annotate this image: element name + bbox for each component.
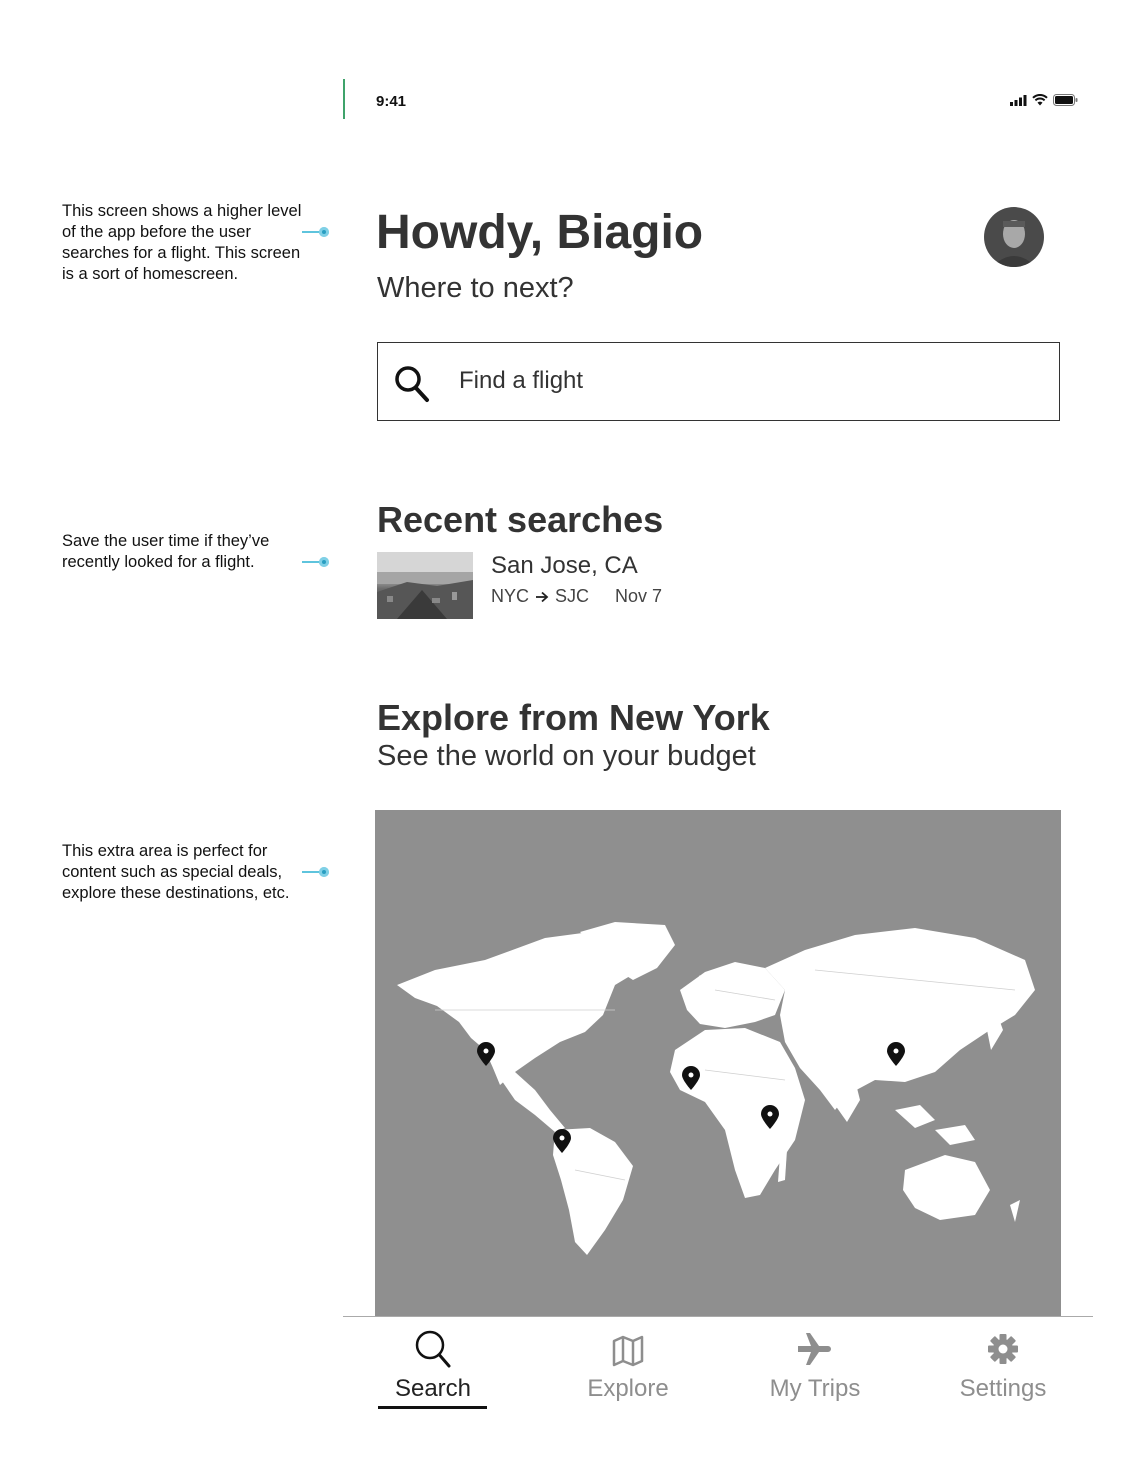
active-tab-indicator <box>378 1406 487 1409</box>
recent-search-thumbnail[interactable] <box>377 552 473 619</box>
gear-icon <box>983 1325 1023 1371</box>
map-pin-icon[interactable] <box>552 1128 572 1154</box>
avatar-photo <box>984 207 1044 267</box>
status-time: 9:41 <box>376 93 407 110</box>
frame-divider <box>343 79 345 119</box>
explore-title: Explore from New York <box>377 697 770 738</box>
tab-explore-label: Explore <box>587 1375 669 1402</box>
tab-search[interactable] <box>358 1325 508 1403</box>
recent-search-route <box>491 586 662 607</box>
battery-icon <box>1053 94 1078 106</box>
search-icon <box>394 365 430 403</box>
recent-searches-title: Recent searches <box>377 499 664 540</box>
status-icons <box>1010 94 1078 106</box>
annotation-connector <box>302 557 332 567</box>
map-icon <box>608 1325 648 1371</box>
airplane-icon <box>795 1325 835 1371</box>
explore-subtitle: See the world on your budget <box>377 740 756 772</box>
annotation-connector <box>302 227 332 237</box>
map-pin-icon[interactable] <box>476 1041 496 1067</box>
recent-search-city[interactable]: San Jose, CA <box>491 552 638 579</box>
tab-settings[interactable] <box>928 1325 1078 1403</box>
signal-icon <box>1010 95 1027 106</box>
annotation-connector <box>302 867 332 877</box>
search-placeholder: Find a flight <box>459 367 584 394</box>
greeting-title: Howdy, Biagio <box>376 206 704 259</box>
map-pin-icon[interactable] <box>681 1065 701 1091</box>
tab-settings-label: Settings <box>959 1375 1047 1402</box>
annotation-home: This screen shows a higher level of the app before the user searches for a flight. This screen is a sort of homescreen. <box>62 202 302 283</box>
route-from: NYC <box>491 586 530 606</box>
greeting-subtitle: Where to next? <box>377 272 574 304</box>
route-date: Nov 7 <box>615 586 663 606</box>
world-map[interactable] <box>375 810 1061 1317</box>
tab-bar-divider <box>343 1316 1093 1317</box>
annotation-recent: Save the user time if they’ve recently looked for a flight. <box>62 532 270 571</box>
avatar[interactable] <box>984 207 1044 267</box>
tab-my-trips[interactable] <box>740 1325 890 1403</box>
search-icon <box>413 1325 453 1371</box>
wifi-icon <box>1032 94 1048 106</box>
annotation-explore: This extra area is perfect for content such as special deals, explore these destinations, etc. <box>62 842 290 902</box>
route-to: SJC <box>555 586 590 606</box>
tab-my-trips-label: My Trips <box>769 1375 861 1402</box>
arrow-right-icon <box>535 591 549 603</box>
map-pin-icon[interactable] <box>760 1104 780 1130</box>
map-pin-icon[interactable] <box>886 1041 906 1067</box>
tab-search-label: Search <box>394 1375 472 1402</box>
search-input[interactable] <box>377 342 1060 421</box>
tab-explore[interactable] <box>553 1325 703 1403</box>
